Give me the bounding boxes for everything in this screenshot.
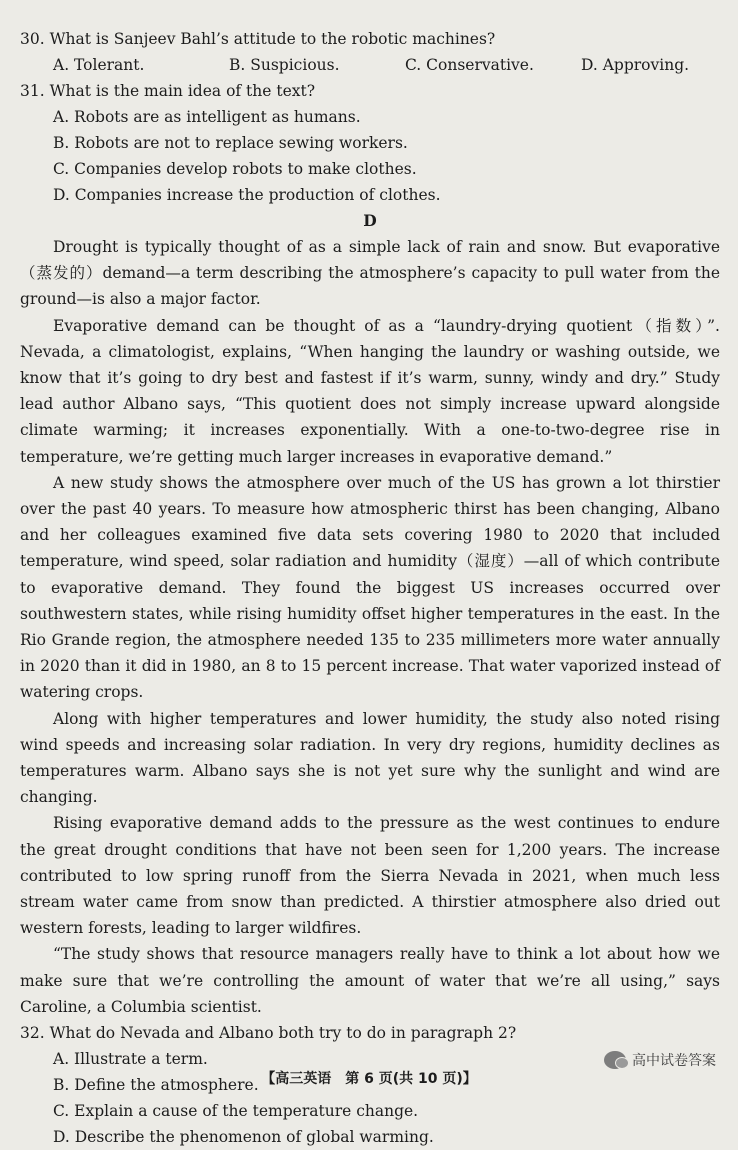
question-30-stem: 30. What is Sanjeev Bahl’s attitude to the robotic machines? <box>20 30 496 48</box>
option-32-d: D. Describe the phenomenon of global warming. <box>53 1128 434 1147</box>
option-30-b: B. Suspicious. <box>229 56 340 74</box>
passage-paragraph-6: “The study shows that resource managers really have to think a lot about how we make sure that we’re controlling the amount of water that we’re all using,” says Caroline, a Columbia scientist. <box>20 945 720 1016</box>
section-label: D <box>363 211 377 230</box>
option-31-a: A. Robots are as intelligent as humans. <box>53 108 361 126</box>
wechat-icon <box>604 1051 626 1069</box>
option-30-d: D. Approving. <box>581 56 690 74</box>
question-32-stem: 32. What do Nevada and Albano both try to do in paragraph 2? <box>20 1024 517 1043</box>
watermark <box>604 1050 716 1070</box>
option-32-b: B. Define the atmosphere. <box>53 1076 259 1095</box>
option-30-c: C. Conservative. <box>405 56 534 74</box>
option-30-a: A. Tolerant. <box>53 56 145 74</box>
option-31-d: D. Companies increase the production of clothes. <box>53 186 441 204</box>
option-31-c: C. Companies develop robots to make clothes. <box>53 160 417 178</box>
question-31-stem: 31. What is the main idea of the text? <box>20 82 316 100</box>
passage-paragraph-3: A new study shows the atmosphere over much of the US has grown a lot thirstier over the past 40 years. To measure how atmospheric thirst has been changing, Albano and her colleagues examined five data sets covering 1980 to 2020 that included temperature, wind speed, solar radiation and humidity（湿度）—all of which contribute to evaporative demand. They found the biggest US increases occurred over southwestern states, while rising humidity offset higher temperatures in the east. In the Rio Grande region, the atmosphere needed 135 to 235 millimeters more water annually in 2020 than it did in 1980, an 8 to 15 percent increase. That water vaporized instead of watering crops. <box>20 473 720 702</box>
watermark-text: 高中试卷答案 <box>632 1053 716 1069</box>
passage-paragraph-4: Along with higher temperatures and lower humidity, the study also noted rising wind speeds and increasing solar radiation. In very dry regions, humidity declines as temperatures warm. Albano says she is not yet sure why the sunlight and wind are changing. <box>20 709 720 807</box>
passage-paragraph-2: Evaporative demand can be thought of as a “laundry-drying quotient（指数）”. Nevada, a climatologist, explains, “When hanging the laundry or washing outside, we know that it’s going to dry best and fastest if it’s warm, sunny, windy and dry.” Study lead author Albano says, “This quotient does not simply increase upward alongside climate warming; it increases exponentially. With a one-to-two-degree rise in temperature, we’re getting much larger increases in evaporative demand.” <box>20 316 720 466</box>
option-32-c: C. Explain a cause of the temperature change. <box>53 1102 419 1121</box>
question-30-options <box>20 52 720 78</box>
option-32-a: A. Illustrate a term. <box>53 1050 208 1069</box>
page-footer: 【高三英语 第 6 页(共 10 页)】 <box>261 1071 477 1087</box>
option-31-b: B. Robots are not to replace sewing workers. <box>53 134 408 152</box>
passage-paragraph-1: Drought is typically thought of as a simple lack of rain and snow. But evaporative（蒸发的）demand—a term describing the atmosphere’s capacity to pull water from the ground—is also a major factor. <box>20 238 720 309</box>
passage-paragraph-5: Rising evaporative demand adds to the pressure as the west continues to endure the great drought conditions that have not been seen for 1,200 years. The increase contributed to low spring runoff from the Sierra Nevada in 2021, when much less stream water came from snow than predicted. A thirstier atmosphere also dried out western forests, leading to larger wildfires. <box>20 814 720 938</box>
